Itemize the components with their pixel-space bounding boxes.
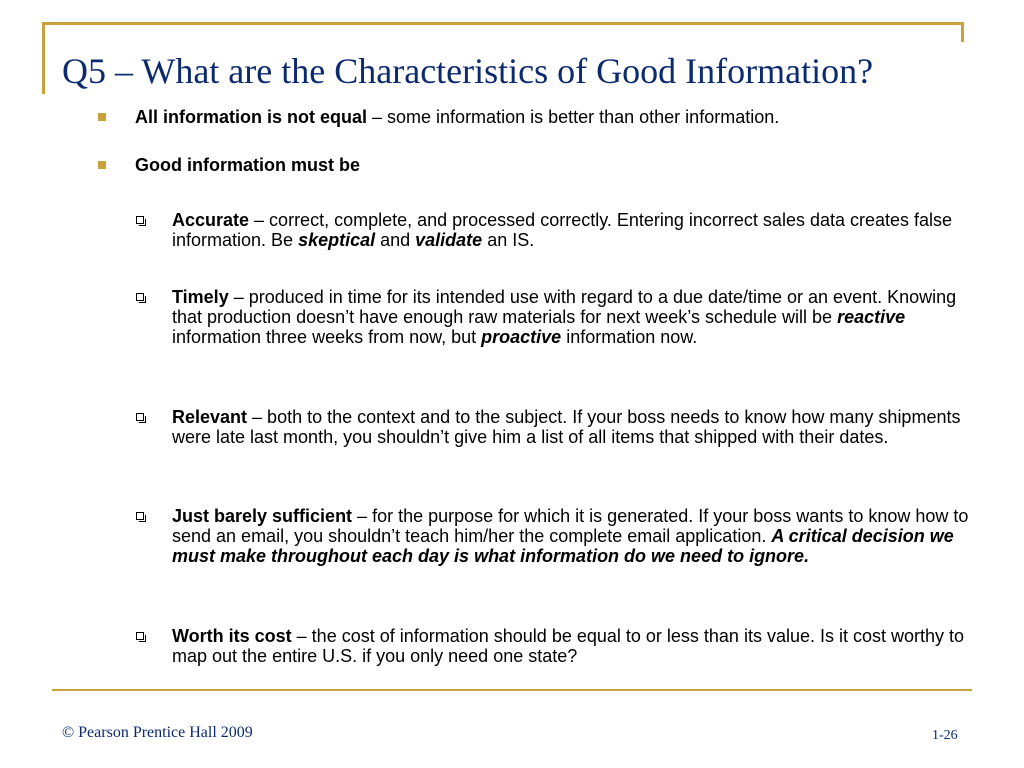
checkbox-bullet-icon	[136, 512, 144, 520]
checkbox-bullet-icon	[136, 293, 144, 301]
sub-bullet-text: and	[375, 230, 416, 250]
bullet-text: – some information is better than other information.	[367, 107, 780, 127]
sub-bullet-text: information three weeks from now, but	[172, 327, 482, 347]
bullet-bold-text: All information is not equal	[135, 107, 368, 127]
sub-bullet-worth-its-cost	[172, 626, 972, 666]
footer-copyright: © Pearson Prentice Hall 2009	[62, 724, 253, 741]
slide-title: Q5 – What are the Characteristics of Good Information?	[62, 51, 874, 91]
sub-bullet-text: information now.	[561, 327, 698, 347]
sub-bullet-just-barely-sufficient	[172, 506, 972, 566]
frame-top-accent	[42, 22, 964, 25]
checkbox-bullet-icon	[136, 413, 144, 421]
sub-bullet-text: an IS.	[482, 230, 535, 250]
bullet-bold-text: Good information must be	[135, 155, 360, 175]
emphasis-text: validate	[415, 230, 483, 250]
sub-bullet-text: – correct, complete, and processed correctly. Entering incorrect sales data creates false information. Be	[172, 210, 953, 250]
checkbox-bullet-icon	[136, 216, 144, 224]
frame-right-accent	[961, 22, 964, 42]
bullet-item	[135, 155, 975, 175]
sub-bullet-term: Accurate	[172, 210, 250, 230]
emphasis-text: skeptical	[298, 230, 376, 250]
frame-left-accent	[42, 22, 45, 94]
sub-bullet-text: – the cost of information should be equal to or less than its value. Is it cost worthy to map out the entire U.S. if you only need one state?	[172, 626, 965, 666]
square-bullet-icon	[98, 161, 106, 169]
slide-number: 1-26	[932, 728, 958, 743]
sub-bullet-term: Just barely sufficient	[172, 506, 353, 526]
bullet-item	[135, 107, 975, 127]
sub-bullet-term: Relevant	[172, 407, 248, 427]
emphasis-text: A critical decision we must make throughout each day is what information do we need to ignore.	[172, 526, 954, 566]
sub-bullet-term: Worth its cost	[172, 626, 292, 646]
checkbox-bullet-icon	[136, 632, 144, 640]
emphasis-text: reactive	[837, 307, 906, 327]
sub-bullet-text: – produced in time for its intended use with regard to a due date/time or an event. Knowing that production doesn’t have enough raw materials for next week’s schedule will be	[172, 287, 957, 327]
sub-bullet-term: Timely	[172, 287, 229, 307]
sub-bullet-text: – both to the context and to the subject. If your boss needs to know how many shipments were late last month, you shouldn’t give him a list of all items that shipped with their dates.	[172, 407, 961, 447]
sub-bullet-relevant	[172, 407, 972, 447]
square-bullet-icon	[98, 113, 106, 121]
sub-bullet-accurate	[172, 210, 972, 250]
emphasis-text: proactive	[481, 327, 562, 347]
sub-bullet-text: – for the purpose for which it is generated. If your boss wants to know how to send an email, you shouldn’t teach him/her the complete email application.	[172, 506, 969, 546]
footer-divider	[52, 689, 972, 691]
sub-bullet-timely	[172, 287, 972, 347]
